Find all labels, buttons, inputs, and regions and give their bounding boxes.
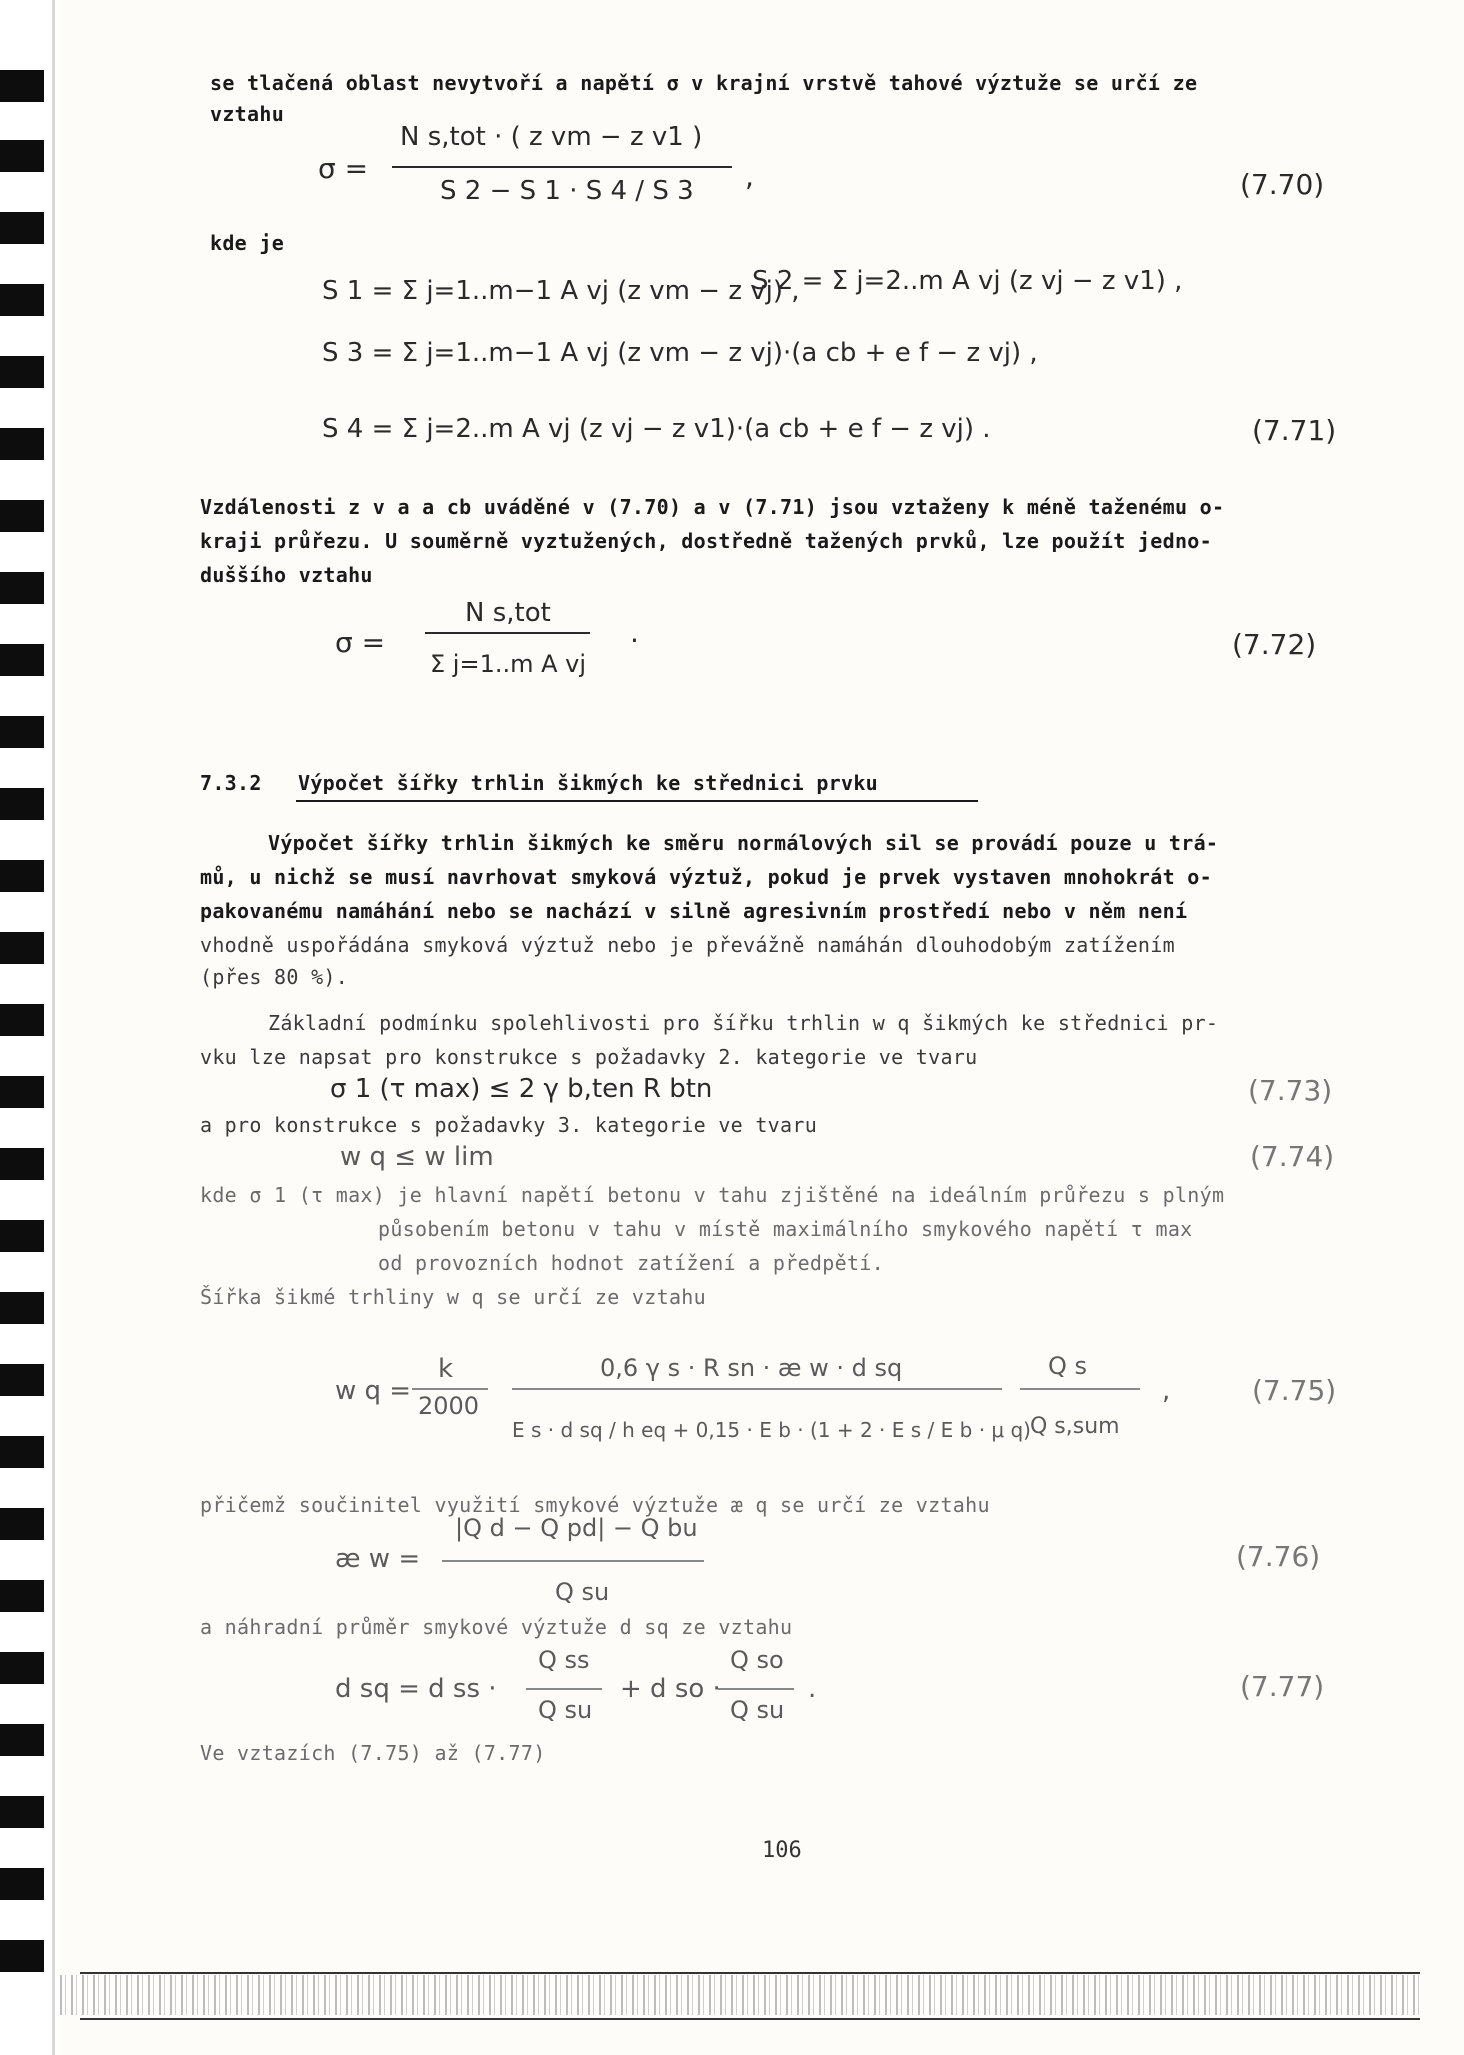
paragraph-line: pakovanému namáhání nebo se nachází v silně agresivním prostředí nebo v něm není xyxy=(200,899,1188,923)
page-edge xyxy=(52,0,55,2055)
text-line: přičemž součinitel využití smykové výztuže æ q se určí ze vztahu xyxy=(200,1493,990,1517)
section-title: Výpočet šířky trhlin šikmých ke střednici prvku xyxy=(298,771,879,795)
paragraph-line: duššího vztahu xyxy=(200,563,373,587)
paragraph-line: kraji průřezu. U souměrně vyztužených, dostředně tažených prvků, lze použít jedno- xyxy=(200,529,1212,553)
text-line: a náhradní průměr smykové výztuže d sq ze vztahu xyxy=(200,1615,793,1639)
text-line: Šířka šikmé trhliny w q se určí ze vztahu xyxy=(200,1285,706,1309)
scan-noise xyxy=(60,1975,1420,2015)
paragraph-line: Vzdálenosti z v a a cb uváděné v (7.70) a v (7.71) jsou vztaženy k méně taženému o- xyxy=(200,495,1225,519)
paragraph-line: Výpočet šířky trhlin šikmých ke směru normálových sil se provádí pouze u trá- xyxy=(268,831,1219,855)
text-line: vztahu xyxy=(210,102,285,126)
footer-rule xyxy=(80,1972,1420,1974)
text-line: se tlačená oblast nevytvoří a napětí σ v krajní vrstvě tahové výztuže se určí ze xyxy=(210,71,1198,95)
section-number: 7.3.2 xyxy=(200,771,262,795)
page-number: 106 xyxy=(762,1838,802,1863)
paragraph-line: (přes 80 %). xyxy=(200,965,349,989)
spiral-binding xyxy=(0,0,60,2055)
text-line: od provozních hodnot zatížení a předpětí. xyxy=(378,1251,884,1275)
footer-rule xyxy=(80,2018,1420,2020)
paragraph-line: vku lze napsat pro konstrukce s požadavky 2. kategorie ve tvaru xyxy=(200,1045,978,1069)
text-line: působením betonu v tahu v místě maximálního smykového napětí τ max xyxy=(378,1217,1193,1241)
text-line: a pro konstrukce s požadavky 3. kategorie ve tvaru xyxy=(200,1113,818,1137)
paragraph-line: Základní podmínku spolehlivosti pro šířku trhlin w q šikmých ke střednici pr- xyxy=(268,1011,1219,1035)
paragraph-line: vhodně uspořádána smyková výztuž nebo je převážně namáhán dlouhodobým zatížením xyxy=(200,933,1175,957)
section-underline xyxy=(296,800,978,802)
text-line: kde σ 1 (τ max) je hlavní napětí betonu v tahu zjištěné na ideálním průřezu s plným xyxy=(200,1183,1225,1207)
paragraph-line: mů, u nichž se musí navrhovat smyková výztuž, pokud je prvek vystaven mnohokrát o- xyxy=(200,865,1212,889)
text-line: kde je xyxy=(210,231,285,255)
text-line: Ve vztazích (7.75) až (7.77) xyxy=(200,1741,546,1765)
